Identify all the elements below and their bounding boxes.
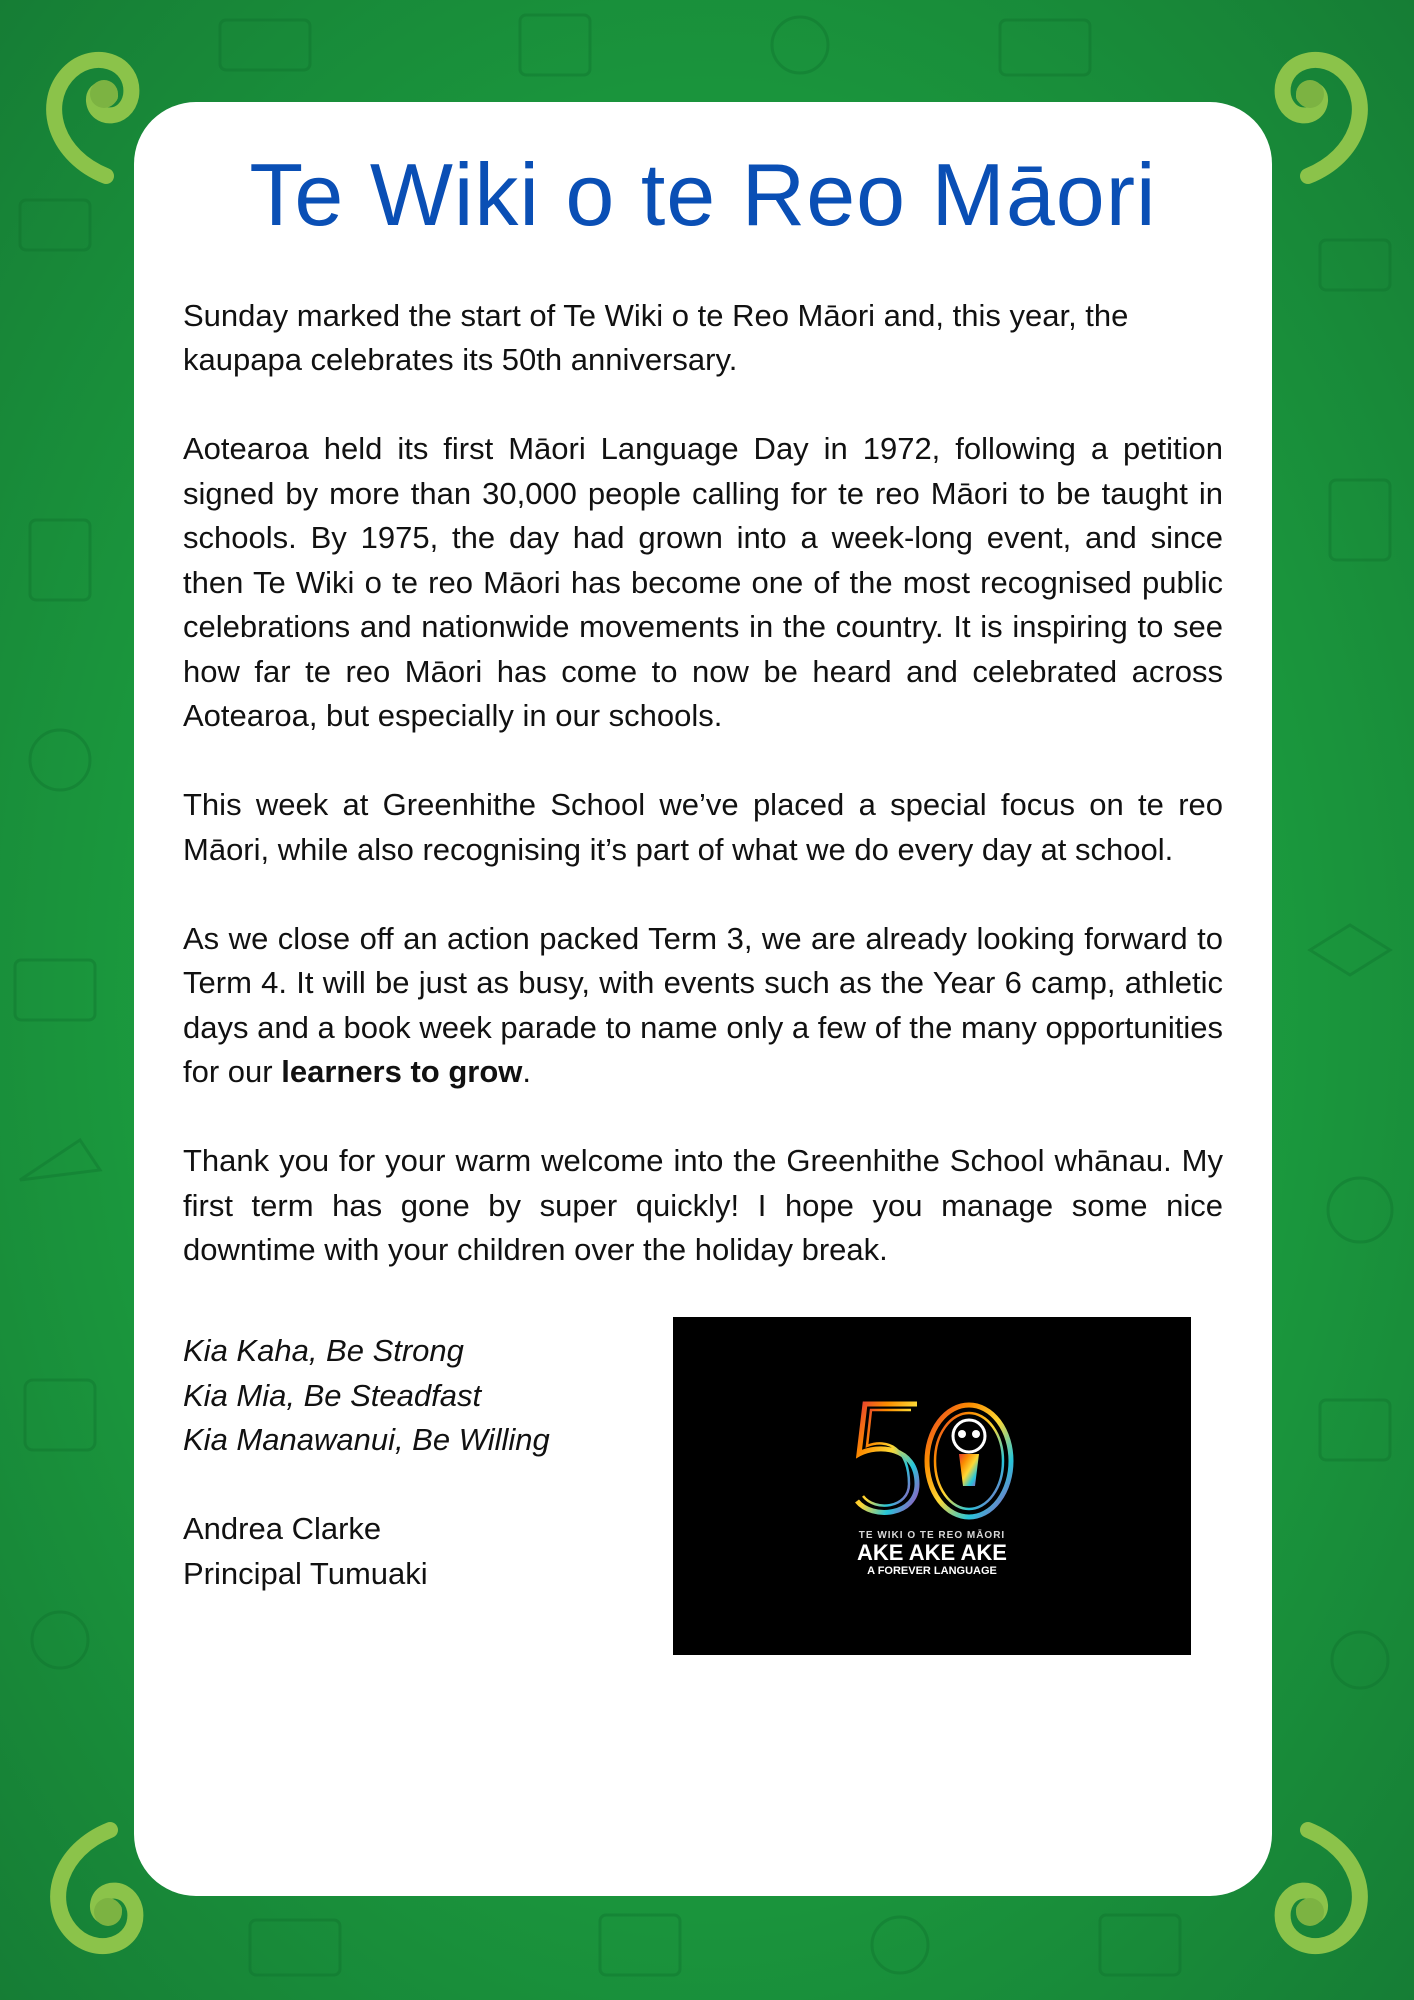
logo-text-line1: TE WIKI O TE REO MĀORI — [858, 1529, 1006, 1541]
signature-name: Andrea Clarke — [183, 1511, 382, 1547]
motto-line: Kia Manawanui, Be Willing — [183, 1422, 550, 1458]
paragraph-term-4 — [183, 917, 1223, 1095]
motto-line: Kia Mia, Be Steadfast — [183, 1377, 482, 1413]
koru-fern-icon — [36, 36, 146, 186]
signature — [183, 1507, 550, 1596]
koru-fern-icon — [1268, 36, 1378, 186]
koru-fern-icon — [1268, 1820, 1378, 1970]
signature-role: Principal Tumuaki — [183, 1555, 428, 1591]
paragraph-history: Aotearoa held its first Māori Language Day in 1972, following a petition signed by more than 30,000 people calling for te reo Māori to be taught in schools. By 1975, the day had grown into a week-long event, and since then Te Wiki o te reo Māori has become one of the most recognised public celebrations and nationwide movements in the country. It is inspiring to see how far te reo Māori has come to now be heard and celebrated across Aotearoa, but especially in our schools. — [183, 431, 1223, 734]
term-4-end: . — [522, 1054, 532, 1090]
newsletter-card — [134, 102, 1272, 1896]
paragraph-school-focus: This week at Greenhithe School we’ve placed a special focus on te reo Māori, while also recognising it’s part of what we do every day at school. — [183, 787, 1223, 867]
logo-text-line3: A FOREVER LANGUAGE — [867, 1564, 997, 1577]
closing-section — [183, 1317, 1223, 1655]
paragraph-intro: Sunday marked the start of Te Wiki o te Reo Māori and, this year, the kaupapa celebrates its 50th anniversary. — [183, 297, 1129, 378]
koru-fern-icon — [40, 1820, 150, 1970]
paragraph-thank-you: Thank you for your warm welcome into the Greenhithe School whānau. My first term has gone by super quickly! I hope you manage some nice downtime with your children over the holiday break. — [183, 1143, 1223, 1268]
logo-text-line2: AKE AKE AKE — [857, 1539, 1007, 1565]
page-title: Te Wiki o te Reo Māori — [249, 145, 1157, 244]
motto-line: Kia Kaha, Be Strong — [183, 1333, 464, 1369]
learners-to-grow-text: learners to grow — [281, 1054, 523, 1090]
fifty-logo-icon — [847, 1396, 1017, 1526]
term-4-text: As we close off an action packed Term 3, we are already looking forward to Term 4. It will be just as busy, with events such as the Year 6 camp, athletic days and a book week parade to name only a few of the many opportunities for our — [183, 920, 1223, 1090]
motto — [183, 1329, 550, 1463]
te-wiki-50th-logo — [673, 1317, 1191, 1655]
closing-text — [183, 1317, 550, 1655]
